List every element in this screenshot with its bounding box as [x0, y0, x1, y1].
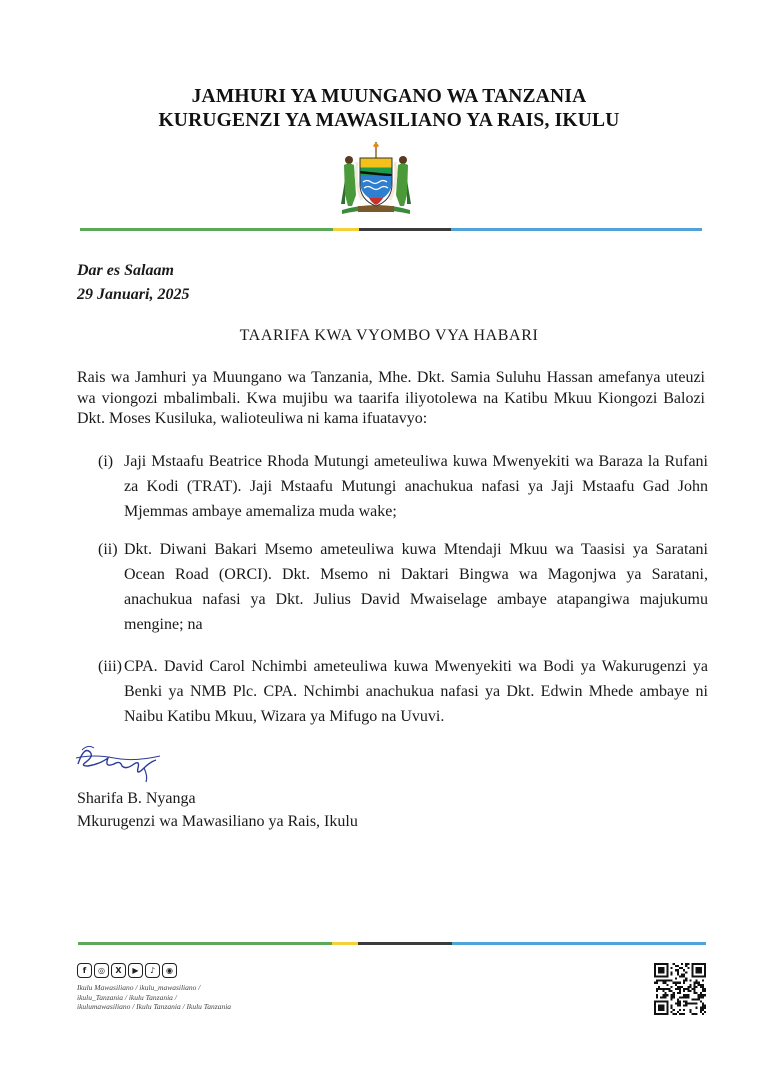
facebook-icon[interactable]: f: [77, 963, 92, 978]
x-icon[interactable]: X: [111, 963, 126, 978]
footer-color-stripe: [78, 942, 706, 945]
list-item-text: Jaji Mstaafu Beatrice Rhoda Mutungi ameteuliwa kuwa Mwenyekiti wa Baraza la Rufani za Kodi (TRAT). Jaji Mstaafu Mutungi anachukua nafasi ya Jaji Mstaafu Gad John Mjemmas ambaye amemaliza muda wake;: [124, 453, 708, 520]
list-item-text: CPA. David Carol Nchimbi ameteuliwa kuwa Mwenyekiti wa Bodi ya Wakurugenzi ya Benki ya NMB Plc. CPA. Nchimbi anachukua nafasi ya Dkt. Edwin Mhede ambaye ni Naibu Katibu Mkuu, Wizara ya Mifugo na Uvuvi.: [124, 658, 708, 725]
intro-paragraph: Rais wa Jamhuri ya Muungano wa Tanzania, Mhe. Dkt. Samia Suluhu Hassan amefanya uteuzi wa viongozi mbalimbali. Kwa mujibu wa taarifa iliyotolewa na Katibu Mkuu Kiongozi Balozi Dkt. Moses Kusiluka, walioteuliwa ni kama ifuatavyo:: [77, 369, 705, 427]
social-handles-line: ikulumawasiliano / Ikulu Tanzania / Ikulu Tanzania: [77, 1002, 232, 1011]
list-item: [98, 537, 708, 637]
stripe-yellow: [333, 228, 359, 231]
qr-code-icon: [654, 963, 706, 1015]
document-title: TAARIFA KWA VYOMBO VYA HABARI: [239, 327, 539, 344]
list-item-number: (i): [98, 453, 114, 470]
podcast-icon[interactable]: ◉: [162, 963, 177, 978]
social-icons: [77, 963, 177, 978]
list-item: [98, 654, 708, 734]
social-handles-line: Ikulu Mawasiliano / ikulu_mawasiliano /: [77, 983, 201, 992]
stripe-yellow: [332, 942, 358, 945]
list-item-number: (iii): [98, 658, 122, 675]
signature-image: [74, 738, 166, 784]
list-item: [98, 449, 708, 529]
header-republic-name: JAMHURI YA MUUNGANO WA TANZANIA: [191, 86, 587, 107]
coat-of-arms-icon: [336, 140, 416, 218]
youtube-icon[interactable]: ▶: [128, 963, 143, 978]
signer-title: Mkurugenzi wa Mawasiliano ya Rais, Ikulu: [77, 813, 358, 830]
signer-name: Sharifa B. Nyanga: [77, 790, 196, 807]
stripe-black: [358, 942, 452, 945]
social-handles: [77, 983, 277, 1012]
stripe-blue: [451, 228, 702, 231]
dateline-date: 29 Januari, 2025: [77, 286, 190, 303]
header-directorate-name: KURUGENZI YA MAWASILIANO YA RAIS, IKULU: [158, 110, 620, 131]
stripe-blue: [452, 942, 706, 945]
list-item-number: (ii): [98, 541, 118, 558]
stripe-black: [359, 228, 451, 231]
stripe-green: [78, 942, 332, 945]
tiktok-icon[interactable]: ♪: [145, 963, 160, 978]
list-item-text: Dkt. Diwani Bakari Msemo ameteuliwa kuwa Mtendaji Mkuu wa Taasisi ya Saratani Ocean Road (ORCI). Dkt. Msemo ni Daktari Bingwa wa Magonjwa ya Saratani, anachukua nafasi ya Dkt. Julius David Mwaiselage ambaye atapangiwa majukumu mengine; na: [124, 541, 708, 633]
stripe-green: [80, 228, 333, 231]
social-handles-line: ikulu_Tanzania / ikulu Tanzania /: [77, 992, 177, 1002]
header-color-stripe: [80, 228, 702, 231]
dateline-place: Dar es Salaam: [77, 262, 174, 279]
instagram-icon[interactable]: ◎: [94, 963, 109, 978]
